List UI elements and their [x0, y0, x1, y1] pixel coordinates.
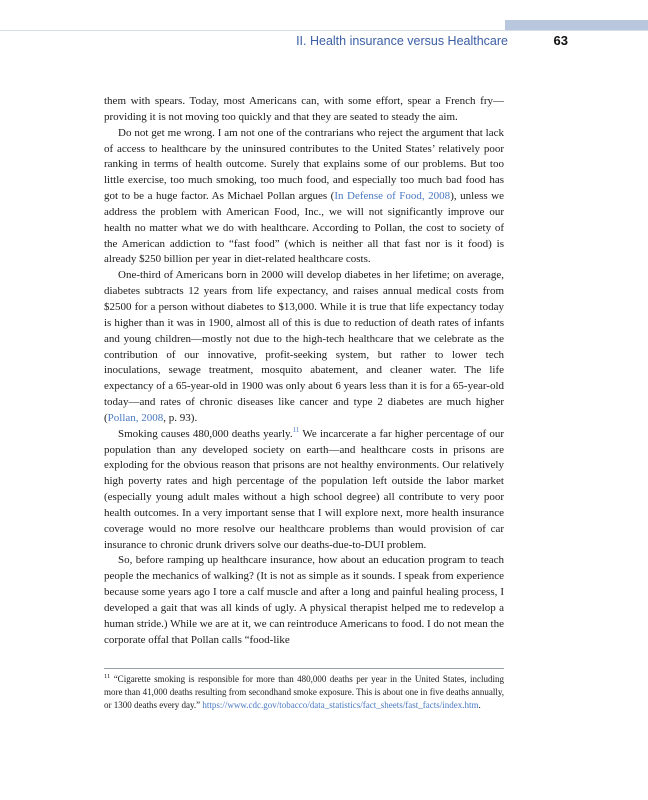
paragraph-5: So, before ramping up healthcare insurance, how about an education program to teach people the mechanics of walking? (It is not as simple as it sounds. I speak from experience because some years ago I tore a calf muscle and after a long and painful healing process, I developed a gait that was all kinds of ugly. A physical therapist helped me to redevelop a human stride.) While we are at it, we can reintroduce Americans to food. I do not mean the corporate offal that Pollan calls “food-like [104, 554, 504, 646]
paragraph-3 [104, 268, 504, 426]
citation-link-pollan-2008[interactable]: Pollan, 2008 [107, 411, 164, 424]
footnote-ref-11[interactable]: 11 [292, 425, 300, 434]
footnote-end: . [478, 700, 481, 710]
footnote-divider [104, 668, 504, 669]
paragraph-4-text-a: Smoking causes 480,000 deaths yearly. [118, 427, 293, 440]
paragraph-1: them with spears. Today, most Americans can, with some effort, spear a French fry—providing it is not moving too quickly and that they are seated to steady the aim. [104, 95, 504, 123]
footnote-cdc-link[interactable]: https://www.cdc.gov/tobacco/data_statistics/fact_sheets/fast_facts/index.htm [202, 700, 479, 710]
paragraph-2 [104, 126, 504, 269]
footnote-marker: 11 [104, 673, 111, 680]
paragraph-3-text-b: , p. 93). [163, 411, 198, 424]
footnote-11 [104, 673, 504, 712]
paragraph-3-text-a: One-third of Americans born in 2000 will develop diabetes in her lifetime; on average, diabetes subtracts 12 years from life expectancy, and raises annual medical costs from $2500 for a person without diabetes to $13,000. While it is true that life expectancy today is higher than it was in 1900, almost all of this is due to reduction of death rates of infants and young children—mostly not due to the high-tech healthcare that we celebrate as the contribution of our innovative, profit-seeking system, but rather to lower tech inoculations, sewage treatment, mosquito abatement, and cleaner water. The life expectancy of a 65-year-old in 1900 was only about 6 years less than it is for a 65-year-old today—and rates of chronic diseases like cancer and type 2 diabetes are much higher ( [104, 269, 504, 424]
paragraph-4-text-b: We incarcerate a far higher percentage of our population than any developed society on earth—and healthcare costs in prisons are exploding for the obvious reason that prisons are not healthy environments. Our relatively high poverty rates and high percentage of the population left outside the labor market (especially young adult males without a high school degree) all contribute to very poor health outcomes. In a very important sense that I will explore next, more health insurance coverage would no more resolve our healthcare problems than would provision of car insurance to chronic drunk drivers solve our deaths-due-to-DUI problem. [104, 427, 504, 551]
citation-link-in-defense-of-food[interactable]: In Defense of Food, 2008 [334, 190, 451, 203]
paragraph-2-text-b: ), unless we address the problem with American Food, Inc., we will not significantly improve our health no matter what we do with healthcare. According to Pollan, the cost to society of the American addiction to “fast food” (which is neither all that fast nor is it food) is already $250 billion per year in diet-related healthcare costs. [104, 190, 504, 266]
paragraph-4 [104, 427, 504, 554]
paragraph-2-text-a: Do not get me wrong. I am not one of the contrarians who reject the argument that lack of access to healthcare by the uninsured contributes to the United States’ relatively poor ranking in terms of health outcome. Surely that explains some of our problems. But too little exercise, too much smoking, too much food, and especially too much bad food has got to be a huge factor. As Michael Pollan argues ( [104, 126, 504, 203]
body-text [104, 94, 504, 649]
running-head: II. Health insurance versus Healthcare [296, 34, 508, 48]
header-rule [0, 30, 648, 31]
page-number: 63 [553, 33, 568, 48]
footnote-text: “Cigarette smoking is responsible for more than 480,000 deaths per year in the United States, including more than 41,000 deaths resulting from secondhand smoke exposure. This is about one in five deaths annually, or 1300 deaths every day.” [104, 674, 504, 710]
